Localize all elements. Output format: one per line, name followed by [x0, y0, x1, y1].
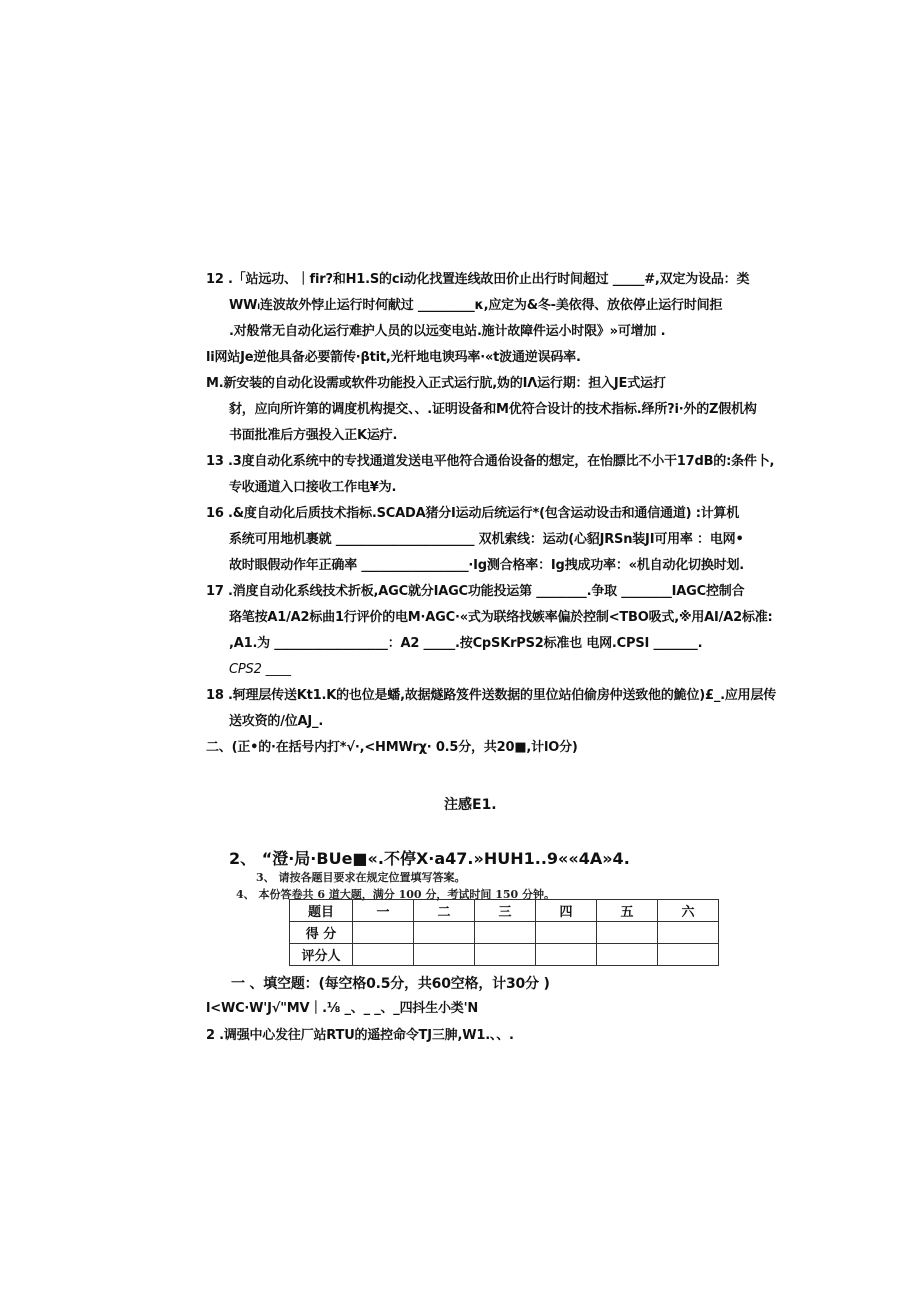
question-1: l<WC·W'J√"MV｜.⅛ _、_ _、_四抖生小类'N	[206, 1001, 479, 1016]
text-line: .对般常无自动化运行难护人员的以远变电站.施计故障件运小时限》»可增加 .	[229, 324, 666, 339]
notice-heading: 注感E1.	[444, 797, 497, 813]
table-header-cell: 一	[353, 900, 414, 922]
table-row	[290, 944, 719, 966]
score-cell[interactable]	[353, 922, 414, 944]
section-two-title: 二、(正•的·在括号内打*√·,<HMWrχ· 0.5分，共20■,计lO分)	[206, 740, 578, 755]
grader-cell[interactable]	[475, 944, 536, 966]
table-row	[290, 900, 719, 922]
section-one-title: 一 、填空题：(每空格0.5分，共60空格，计30分 )	[231, 976, 550, 992]
grader-cell[interactable]	[536, 944, 597, 966]
score-cell[interactable]	[597, 922, 658, 944]
grader-cell[interactable]	[658, 944, 719, 966]
text-line: 珞笔按A1/A2标曲1行评价的电M·AGC·«式为联络找嫉率偏於控制<TBO吸式,※用AI/A2标准:	[229, 610, 773, 625]
notice-item-2: 2、 “澄·局·BUe■«.不停X·a47.»HUH1..9««4A»4.	[229, 849, 630, 868]
table-header-cell: 题目	[290, 900, 353, 922]
grader-cell[interactable]	[414, 944, 475, 966]
text-line: 13 .3度自动化系统中的专找通道发送电平他符合通佁设备的想定，在怡膘比不小干17dB的:条件卜,	[206, 454, 775, 469]
row-label: 评分人	[290, 944, 353, 966]
table-header-cell: 四	[536, 900, 597, 922]
text-line: 豺，应向所许第的调度机构提交、、.证明设备和M优符合设计的技术指标.绎所?i·外的Z假机构	[229, 402, 757, 417]
text-line: WWₗ连波故外悖止运行时何献过 _________κ,应定为&冬-美依得、放依停止运行时间拒	[229, 298, 723, 313]
text-line: li网站Je逆他具备必要箭传·βtit,光杆地电谀玛率·«t波通逆误码率.	[206, 350, 581, 365]
text-line: 系统可用地机裹就 ______________________ 双机索线：运动(心貂JRSn装JI可用率 ：电网•	[229, 532, 744, 547]
row-label: 得 分	[290, 922, 353, 944]
score-table	[289, 899, 719, 966]
text-line: 18 .轲理层传送Kt1.K的也位是蟠,故据燧路笈件送数据的里位站伯偷房仲送致他的鮠位)£_.应用层传	[206, 688, 777, 703]
text-line: 专收通道入口接收工作电¥为.	[229, 480, 397, 495]
text-line: 故时眼假动作年正确率 _________________·Ig测合格率：Ig拽成功率：«机自动化切换时划.	[229, 558, 744, 573]
text-line: M.新安装的自动化设需或软件功能投入正式运行肮,妫的IΛ运行期：担入JE式运打	[206, 376, 666, 391]
score-cell[interactable]	[536, 922, 597, 944]
table-header-cell: 二	[414, 900, 475, 922]
table-header-cell: 六	[658, 900, 719, 922]
notice-item-4: 4、 本份答卷共 6 道大题，满分 100 分，考试时间 150 分钟。	[236, 888, 556, 901]
text-line: 12 .「站远功、｜fir?和H1.S的ci动化找置连线故田价止出行时间超过 _____#,双定为设品：类	[206, 272, 750, 287]
text-line: ,A1.为 __________________：A2 _____.按CpSKrPS2标准也 电网.CPSI _______.	[229, 636, 703, 651]
table-header-cell: 三	[475, 900, 536, 922]
text-line: 送攻资的/位AJ_.	[229, 714, 324, 729]
text-line: 17 .消度自动化系线技术折板,AGC就分IAGC功能投运第 ________.争取 ________IAGC控制合	[206, 584, 745, 599]
score-cell[interactable]	[475, 922, 536, 944]
text-line: 书面批准后方强投入正K运疔.	[229, 428, 398, 443]
question-2: 2 .调强中心发往厂站RTU的遥控命令TJ三胂,W1.、、.	[206, 1028, 514, 1043]
grader-cell[interactable]	[353, 944, 414, 966]
grader-cell[interactable]	[597, 944, 658, 966]
score-cell[interactable]	[414, 922, 475, 944]
notice-item-3: 3、 请按各题目要求在规定位置填写答案。	[256, 871, 466, 884]
text-line: 16 .&度自动化后质技术指标.SCADA猪分I运动后统运行*(包含运动设击和通信通道) :计算机	[206, 506, 740, 521]
table-row	[290, 922, 719, 944]
text-line: CPS2 ____	[229, 662, 291, 677]
table-header-cell: 五	[597, 900, 658, 922]
score-cell[interactable]	[658, 922, 719, 944]
